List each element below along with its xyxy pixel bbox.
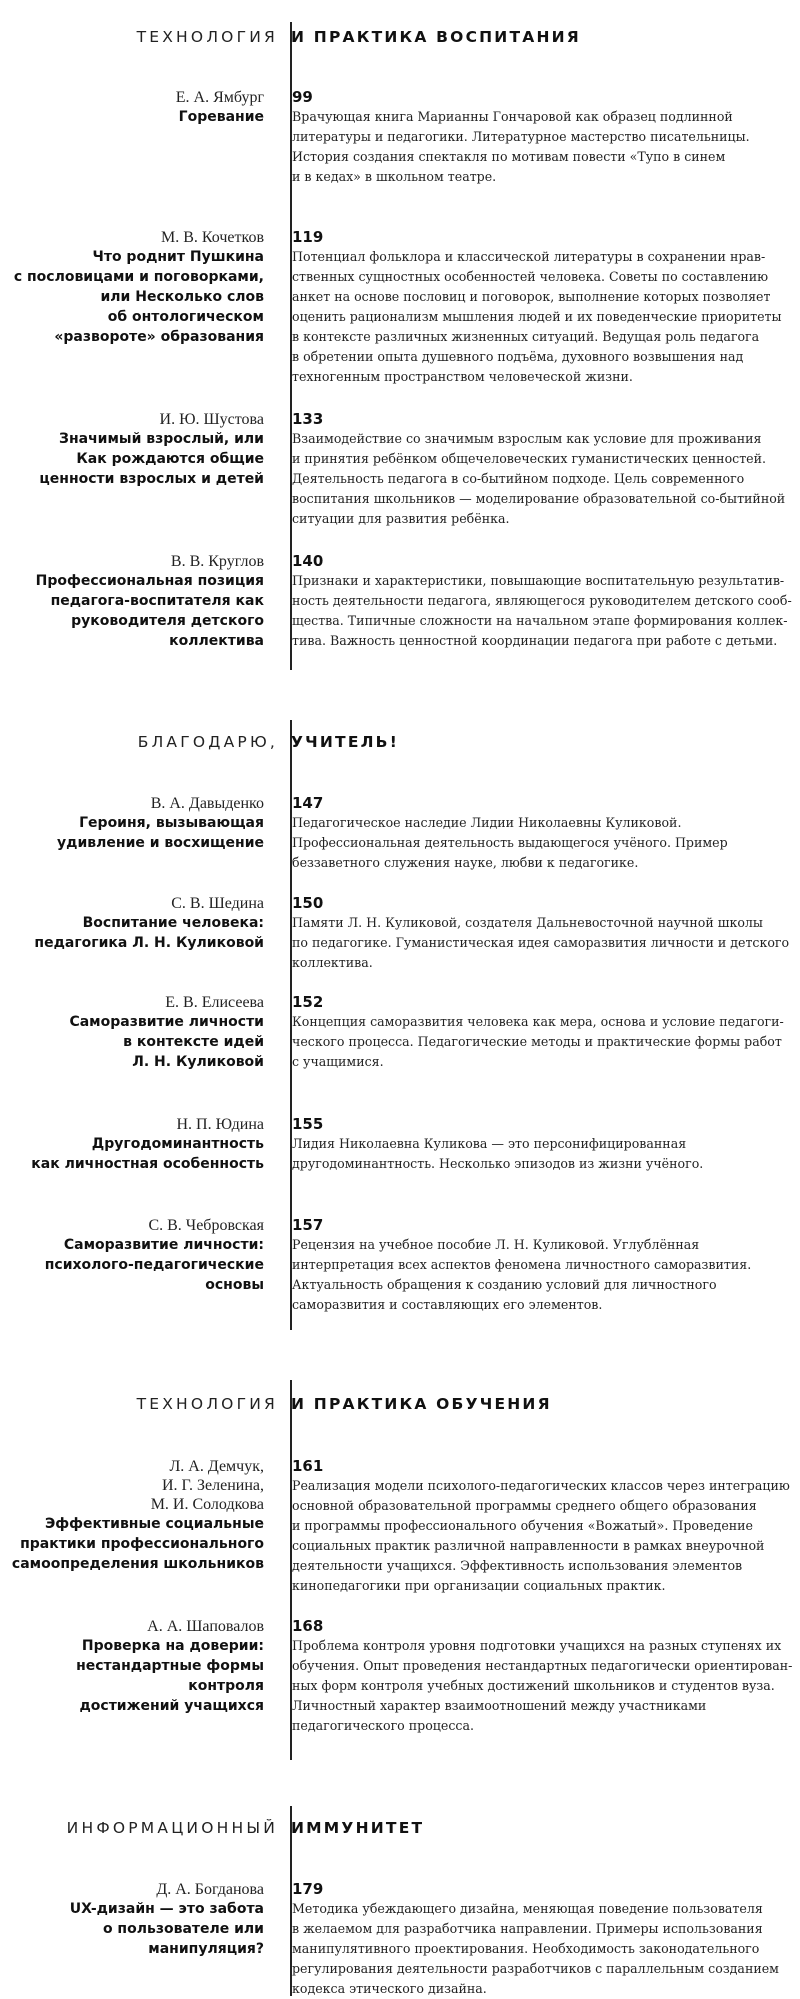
article-description: Врачующая книга Марианны Гончаровой как образец подлинной литературы и педагогики. Литературное мастерство писательницы. История создания спектакля по мотивам повести «Тупо в синем и в кедах» в школьном театре. bbox=[292, 109, 750, 184]
article-title: UX-дизайн — это забота о пользователе или манипуляция? bbox=[69, 1901, 264, 1957]
article-author: Е. В. Елисеева bbox=[165, 994, 264, 1011]
article-title: Саморазвитие личности: психолого-педагогические основы bbox=[44, 1237, 264, 1293]
article-author: М. В. Кочетков bbox=[160, 229, 264, 246]
article-title: Что роднит Пушкина с пословицами и поговорками, или Несколько слов об онтологическом «развороте» образования bbox=[13, 249, 264, 345]
page-number[interactable]: 155 bbox=[292, 1115, 324, 1133]
article-author: В. А. Давыденко bbox=[150, 795, 264, 812]
article-description: Лидия Николаевна Куликова — это персонифицированная другодоминантность. Несколько эпизодов из жизни учёного. bbox=[292, 1136, 704, 1171]
page-number[interactable]: 99 bbox=[292, 88, 313, 106]
section-heading-left: ТЕХНОЛОГИЯ bbox=[136, 1395, 278, 1413]
section-heading-left: ТЕХНОЛОГИЯ bbox=[136, 28, 278, 46]
page-number[interactable]: 152 bbox=[292, 993, 324, 1011]
article-title: Проверка на доверии: нестандартные формы контроля достижений учащихся bbox=[76, 1638, 264, 1714]
page-number[interactable]: 157 bbox=[292, 1216, 324, 1234]
article-author: Л. А. Демчук, И. Г. Зеленина, М. И. Солодкова bbox=[150, 1458, 264, 1513]
section-heading-left: ИНФОРМАЦИОННЫЙ bbox=[66, 1819, 278, 1837]
article-description: Потенциал фольклора и классической литературы в сохранении нрав- ственных сущностных особенностей человека. Советы по составлению анкет на основе пословиц и поговорок, выполнение которых позволяет оценить рационализм мышления людей и их поведенческие приоритеты в контексте различных жизненных ситуаций. Ведущая роль педагога в обретении опыта душевного подъёма, духовного возвышения над техногенным пространством человеческой жизни. bbox=[292, 249, 782, 384]
section-heading-right: И ПРАКТИКА ВОСПИТАНИЯ bbox=[291, 28, 581, 46]
article-description: Проблема контроля уровня подготовки учащихся на разных ступенях их обучения. Опыт проведения нестандартных педагогически ориентирован- ных форм контроля учебных достижений школьников и студентов вуза. Личностный характер взаимоотношений между участниками педагогического процесса. bbox=[292, 1638, 793, 1733]
article-author: И. Ю. Шустова bbox=[159, 411, 264, 428]
section-heading-left: БЛАГОДАРЮ, bbox=[137, 733, 278, 751]
article-description: Рецензия на учебное пособие Л. Н. Куликовой. Углублённая интерпретация всех аспектов феномена личностного саморазвития. Актуальность обращения к созданию условий для личностного саморазвития и составляющих его элементов. bbox=[292, 1237, 752, 1312]
page-number[interactable]: 168 bbox=[292, 1617, 324, 1635]
article-author: В. В. Круглов bbox=[170, 553, 264, 570]
article-description: Признаки и характеристики, повышающие воспитательную результатив- ность деятельности педагога, являющегося руководителем детского сооб- щества. Типичные сложности на начальном этапе формирования коллек- тива. Важность ценностной координации педагога при работе с детьми. bbox=[292, 573, 792, 648]
page-number[interactable]: 133 bbox=[292, 410, 324, 428]
article-author: Е. А. Ямбург bbox=[175, 89, 264, 106]
article-title: Воспитание человека: педагогика Л. Н. Куликовой bbox=[34, 915, 264, 951]
section-heading-right: ИММУНИТЕТ bbox=[291, 1819, 425, 1837]
article-title: Значимый взрослый, или Как рождаются общие ценности взрослых и детей bbox=[39, 431, 264, 487]
page-number[interactable]: 119 bbox=[292, 228, 324, 246]
article-title: Горевание bbox=[178, 109, 264, 125]
page-number[interactable]: 147 bbox=[292, 794, 324, 812]
article-description: Педагогическое наследие Лидии Николаевны Куликовой. Профессиональная деятельность выдающегося учёного. Пример беззаветного служения науке, любви к педагогике. bbox=[292, 815, 728, 870]
section-heading-right: И ПРАКТИКА ОБУЧЕНИЯ bbox=[291, 1395, 552, 1413]
article-title: Другодоминантность как личностная особенность bbox=[31, 1136, 264, 1172]
article-title: Профессиональная позиция педагога-воспитателя как руководителя детского коллектива bbox=[35, 573, 264, 649]
article-author: С. В. Шедина bbox=[171, 895, 264, 912]
article-description: Памяти Л. Н. Куликовой, создателя Дальневосточной научной школы по педагогике. Гуманистическая идея саморазвития личности и детского коллектива. bbox=[292, 915, 790, 970]
article-title: Саморазвитие личности в контексте идей Л. Н. Куликовой bbox=[69, 1014, 264, 1070]
section-heading-right: УЧИТЕЛЬ! bbox=[291, 733, 399, 751]
article-description: Концепция саморазвития человека как мера, основа и условие педагоги- ческого процесса. Педагогические методы и практические формы работ с учащимися. bbox=[292, 1014, 784, 1069]
article-author: Д. А. Богданова bbox=[156, 1881, 264, 1898]
article-description: Методика убеждающего дизайна, меняющая поведение пользователя в желаемом для разработчика направлении. Примеры использования манипулятивного проектирования. Необходимость законодательного регулирования деятельности разработчиков с параллельным созданием кодекса этического дизайна. bbox=[292, 1901, 779, 1996]
page-number[interactable]: 140 bbox=[292, 552, 324, 570]
page-number[interactable]: 179 bbox=[292, 1880, 324, 1898]
page-number[interactable]: 161 bbox=[292, 1457, 324, 1475]
article-author: А. А. Шаповалов bbox=[147, 1618, 264, 1635]
article-description: Взаимодействие со значимым взрослым как условие для проживания и принятия ребёнком общечеловеческих гуманистических ценностей. Деятельность педагога в со-бытийном подходе. Цель современного воспитания школьников — моделирование образовательной со-бытийной ситуации для развития ребёнка. bbox=[292, 431, 786, 526]
article-author: Н. П. Юдина bbox=[176, 1116, 264, 1133]
article-title: Героиня, вызывающая удивление и восхищение bbox=[57, 815, 264, 851]
article-title: Эффективные социальные практики профессионального самоопределения школьников bbox=[11, 1516, 264, 1572]
article-author: С. В. Чебровская bbox=[148, 1217, 264, 1234]
article-description: Реализация модели психолого-педагогических классов через интеграцию основной образовательной программы среднего общего образования и программы профессионального обучения «Вожатый». Проведение социальных практик различной направленности в рамках внеурочной деятельности учащихся. Эффективность использования элементов кинопедагогики при организации социальных практик. bbox=[292, 1478, 790, 1593]
page-number[interactable]: 150 bbox=[292, 894, 324, 912]
